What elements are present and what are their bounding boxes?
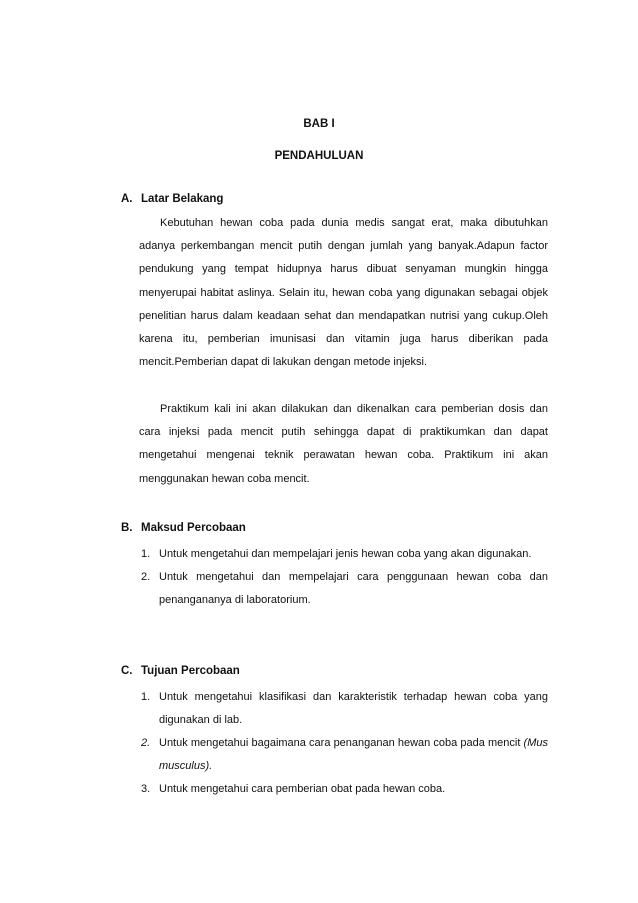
section-b-heading <box>121 522 246 534</box>
list-item-text: Untuk mengetahui dan mempelajari cara penggunaan hewan coba dan penangananya di laboratorium. <box>159 571 548 606</box>
list-item-number: 1. <box>141 548 151 560</box>
species-name: (Mus musculus). <box>159 737 548 772</box>
list-item <box>141 686 548 732</box>
section-a-letter: A. <box>121 193 133 205</box>
section-a-heading <box>121 193 223 205</box>
section-b-list <box>141 543 548 612</box>
section-c-heading <box>121 665 240 677</box>
list-item <box>141 566 548 612</box>
list-item-number: 2. <box>141 571 151 583</box>
list-item-text: Untuk mengetahui cara pemberian obat pada hewan coba. <box>159 783 446 795</box>
list-item <box>141 543 548 566</box>
section-b-letter: B. <box>121 522 133 534</box>
section-a-paragraph-2: Praktikum kali ini akan dilakukan dan dikenalkan cara pemberian dosis dan cara injeksi pada mencit putih sehingga dapat di praktikumkan dan dapat mengetahui mengenai teknik perawatan hewan coba. Praktikum ini akan menggunakan hewan coba mencit. <box>139 403 548 485</box>
list-item-text: Untuk mengetahui dan mempelajari jenis hewan coba yang akan digunakan. <box>159 548 532 560</box>
list-item-number: 3. <box>141 783 151 795</box>
list-item-text: Untuk mengetahui bagaimana cara penanganan hewan coba pada mencit <box>159 737 521 749</box>
list-item <box>141 778 548 801</box>
section-c-list <box>141 686 548 801</box>
section-b-title: Maksud Percobaan <box>141 522 246 534</box>
page-title: PENDAHULUAN <box>274 150 364 162</box>
section-a-title: Latar Belakang <box>141 193 224 205</box>
list-item <box>141 732 548 778</box>
chapter-label: BAB I <box>303 118 335 130</box>
list-item-number: 1. <box>141 691 151 703</box>
list-item-number: 2. <box>141 737 151 749</box>
section-c-title: Tujuan Percobaan <box>141 665 240 677</box>
section-c-letter: C. <box>121 665 133 677</box>
section-a-paragraph-1: Kebutuhan hewan coba pada dunia medis sangat erat, maka dibutuhkan adanya perkembangan mencit putih dengan jumlah yang banyak.Adapun factor pendukung yang tempat hidupnya harus dibuat senyaman mungkin hingga menyerupai habitat aslinya. Selain itu, hewan coba yang digunakan sebagai objek penelitian harus dalam keadaan sehat dan mendapatkan nutrisi yang cukup.Oleh karena itu, pemberian imunisasi dan vitamin juga harus diberikan pada mencit.Pemberian dapat di lakukan dengan metode injeksi. <box>139 217 548 369</box>
list-item-text: Untuk mengetahui klasifikasi dan karakteristik terhadap hewan coba yang digunakan di lab. <box>159 691 548 726</box>
